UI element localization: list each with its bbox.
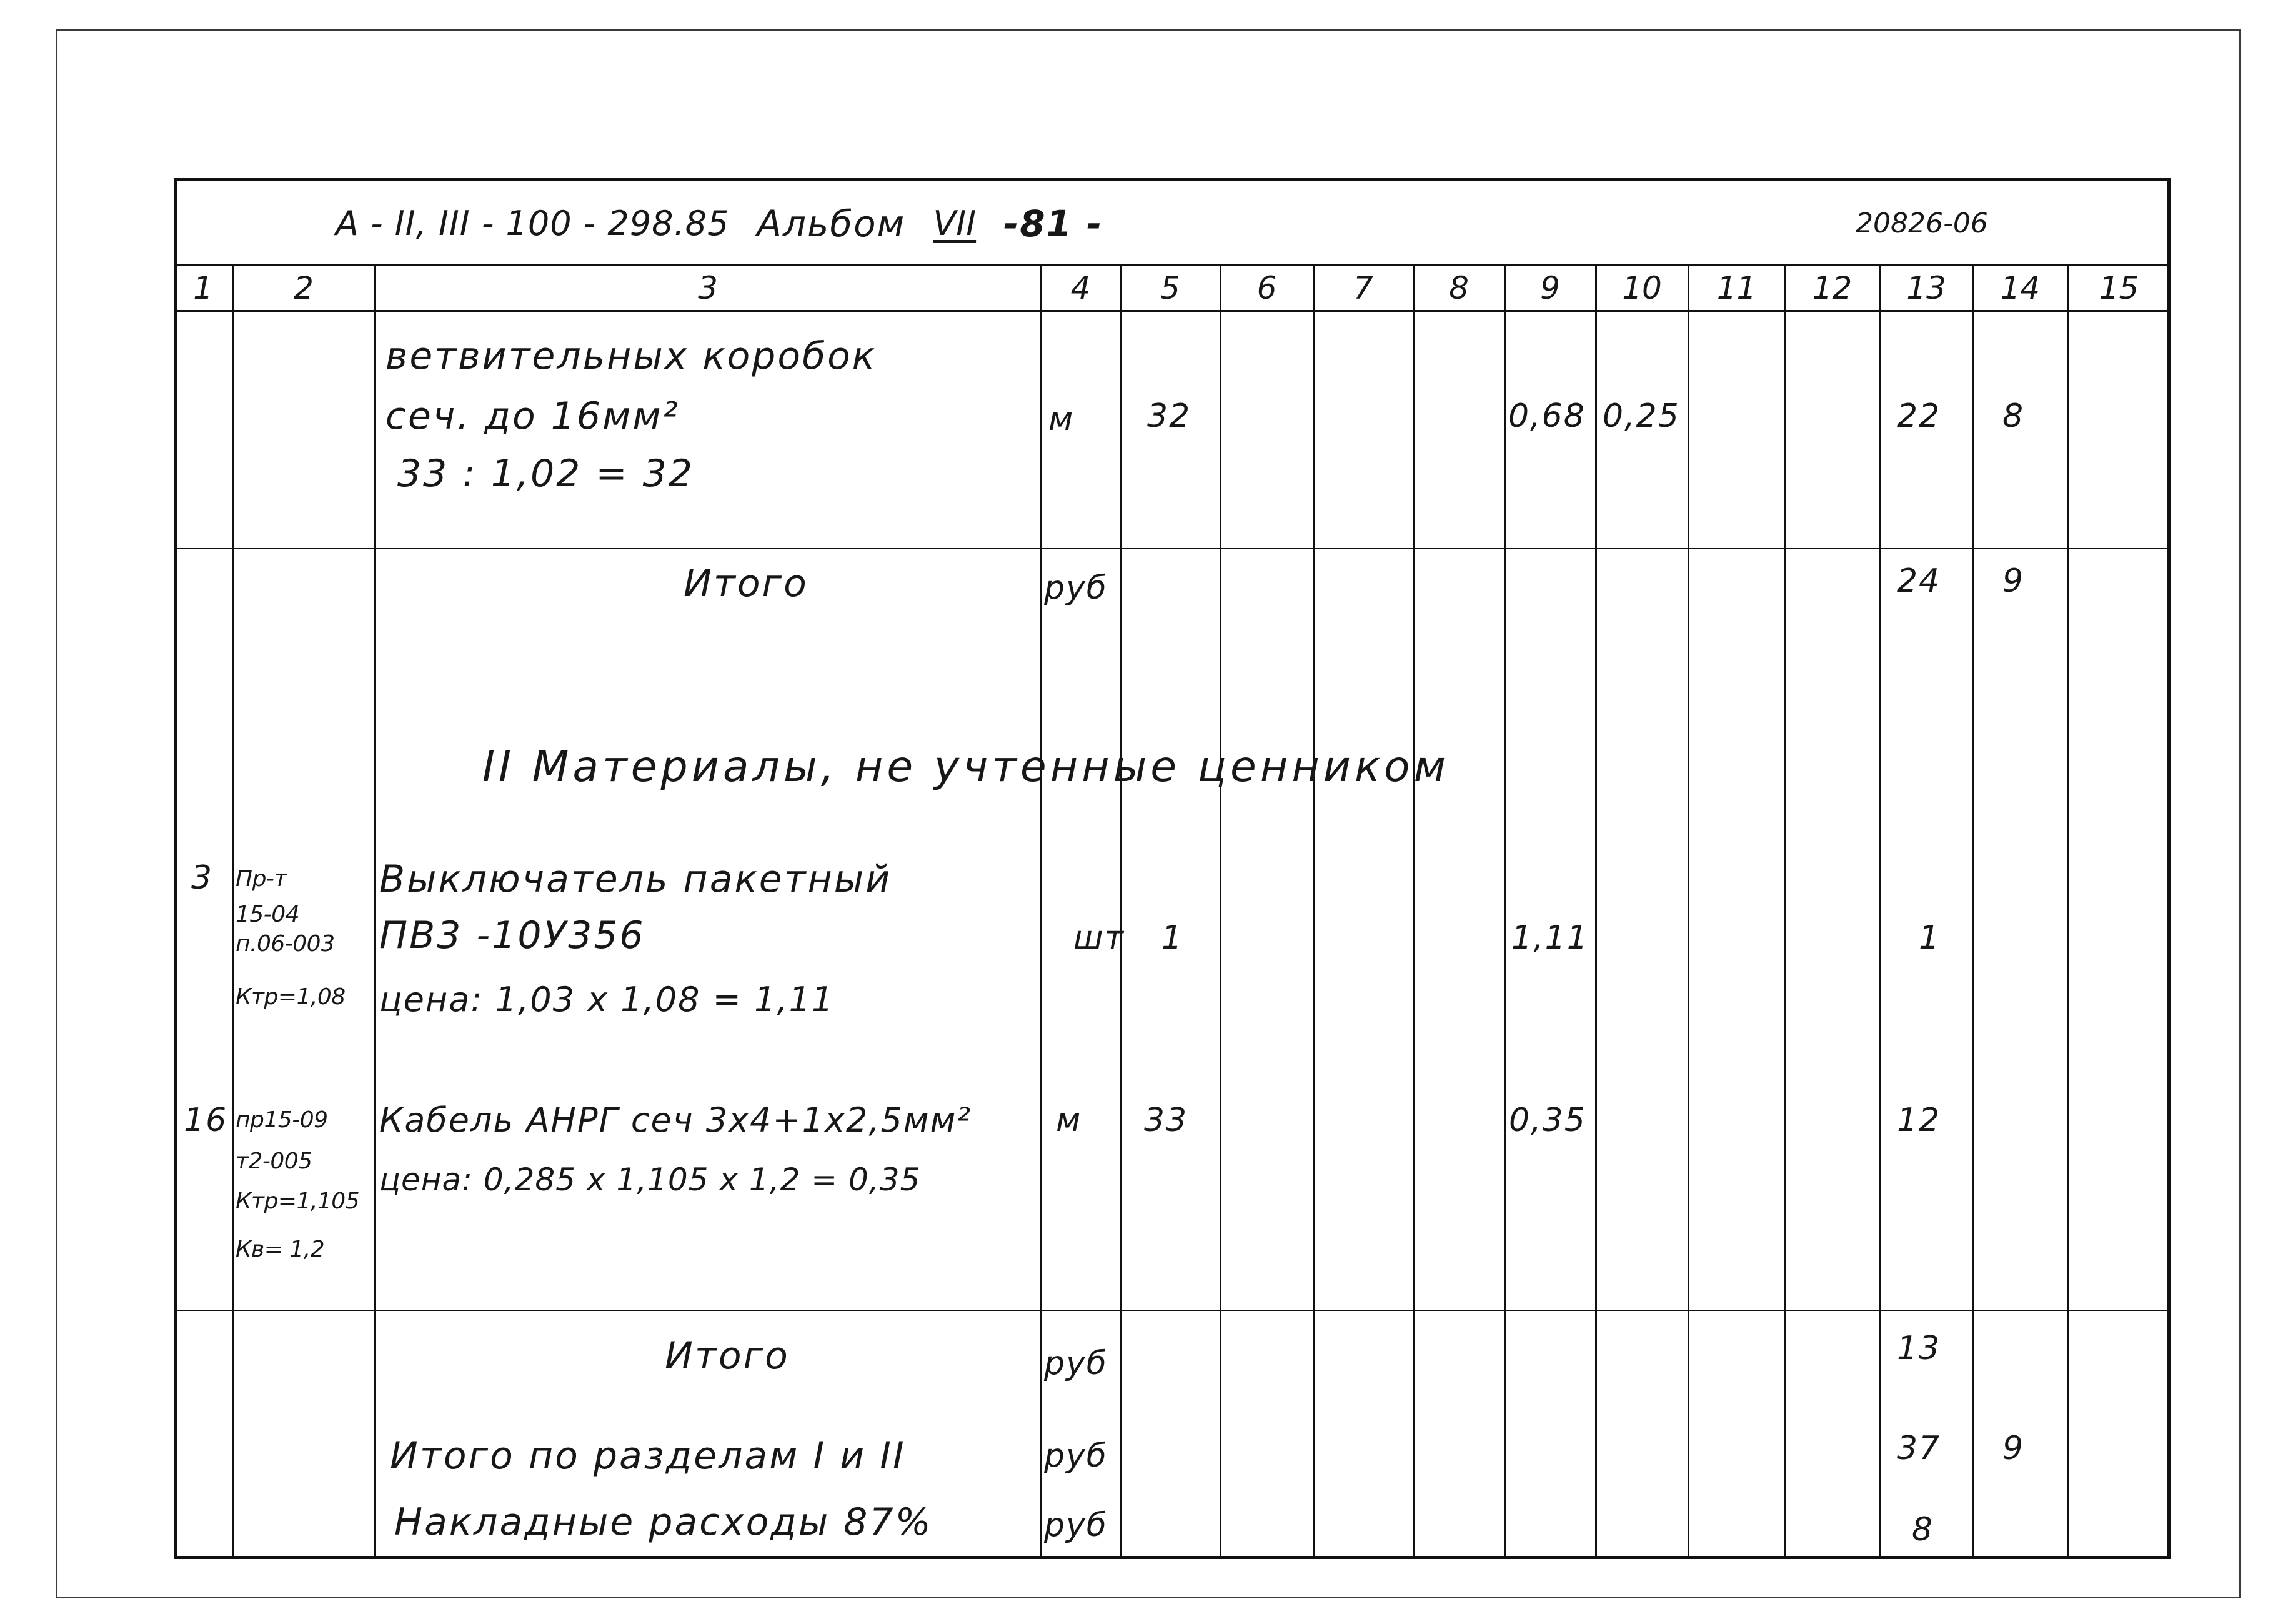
item-ref-line: п.06-003	[236, 931, 335, 957]
item-name-line: сеч. до 16мм²	[385, 394, 680, 438]
item-number: 16	[184, 1102, 228, 1139]
grid-line-horizontal	[174, 548, 2171, 549]
item-ref-line: пр15-09	[236, 1107, 328, 1133]
item-col10: 0,25	[1603, 397, 1680, 435]
total-label: Итого	[684, 562, 808, 605]
item-unit: м	[1056, 1102, 1082, 1139]
column-number: 7	[1353, 269, 1373, 306]
item-col9: 1,11	[1511, 919, 1589, 957]
item-qty: 33	[1144, 1102, 1188, 1139]
column-number: 6	[1256, 269, 1277, 306]
summary-col13: 8	[1912, 1511, 1934, 1548]
grid-line-vertical	[1413, 265, 1415, 1559]
item-ref-line: Ктр=1,08	[236, 984, 346, 1010]
column-number: 11	[1716, 269, 1757, 306]
document-header	[336, 202, 1103, 245]
total-col13: 13	[1897, 1330, 1941, 1367]
item-ref-line: т2-005	[236, 1148, 312, 1174]
grid-line-vertical	[1504, 265, 1506, 1559]
total-col13: 24	[1897, 562, 1941, 600]
item-col13: 12	[1897, 1102, 1941, 1139]
grid-line-vertical	[374, 265, 376, 1559]
column-number: 14	[2000, 269, 2041, 306]
item-col9: 0,35	[1509, 1102, 1586, 1139]
document-number: 20826-06	[1856, 207, 1988, 239]
grid-line-vertical	[232, 265, 234, 1559]
column-number: 8	[1449, 269, 1469, 306]
item-ref-line: Пр-т	[236, 866, 287, 892]
total-unit: руб	[1044, 1345, 1108, 1382]
summary-label: Накладные расходы 87%	[394, 1500, 933, 1544]
column-number: 2	[294, 269, 314, 306]
item-name-line: Кабель АНРГ сеч 3x4+1x2,5мм²	[379, 1100, 972, 1140]
column-number: 12	[1812, 269, 1853, 306]
summary-unit: руб	[1044, 1437, 1108, 1475]
grid-line-horizontal	[174, 1310, 2171, 1311]
grid-line-vertical	[1595, 265, 1597, 1559]
item-col13: 22	[1897, 397, 1941, 435]
item-name-line: цена: 1,03 x 1,08 = 1,11	[379, 980, 835, 1019]
column-number: 5	[1160, 269, 1180, 306]
item-unit: м	[1048, 401, 1075, 438]
item-name-line: цена: 0,285 x 1,105 x 1,2 = 0,35	[379, 1162, 921, 1198]
item-qty: 1	[1161, 919, 1184, 957]
grid-line-vertical	[1120, 265, 1122, 1559]
total-unit: руб	[1044, 569, 1108, 607]
item-qty: 32	[1147, 397, 1191, 435]
page-number: -81 -	[1003, 202, 1103, 245]
grid-line-vertical	[1972, 265, 1974, 1559]
album-label: Альбом	[757, 202, 906, 245]
item-col13: 1	[1919, 919, 1941, 957]
item-name-line: 33 : 1,02 = 32	[397, 452, 695, 496]
item-ref-line: Ктр=1,105	[236, 1188, 360, 1214]
column-number: 1	[193, 269, 213, 306]
item-name-line: Выключатель пакетный	[379, 857, 892, 901]
total-label: Итого	[665, 1334, 790, 1378]
summary-label: Итого по разделам I и II	[390, 1434, 906, 1478]
grid-line-vertical	[1688, 265, 1689, 1559]
grid-line-vertical	[1784, 265, 1786, 1559]
grid-line-vertical	[1040, 265, 1042, 1559]
item-col9: 0,68	[1508, 397, 1586, 435]
item-name-line: ветвительных коробок	[385, 334, 877, 378]
item-ref-line: 15-04	[236, 902, 300, 927]
column-number: 15	[2099, 269, 2139, 306]
column-number: 4	[1070, 269, 1091, 306]
item-col14: 8	[2002, 397, 2025, 435]
grid-line-vertical	[1879, 265, 1881, 1559]
estimate-table	[174, 178, 2171, 1559]
item-name-line: ПВ3 -10У356	[379, 914, 645, 957]
column-number: 9	[1540, 269, 1560, 306]
item-ref-line: Кв= 1,2	[236, 1237, 325, 1262]
grid-line-vertical	[1313, 265, 1315, 1559]
column-number: 10	[1622, 269, 1662, 306]
summary-col13: 37	[1897, 1430, 1941, 1467]
item-unit: шт	[1073, 919, 1125, 957]
grid-line-vertical	[2067, 265, 2069, 1559]
grid-line-vertical	[1220, 265, 1221, 1559]
summary-unit: руб	[1044, 1507, 1108, 1544]
column-number: 13	[1906, 269, 1946, 306]
section-title: II Материалы, не учтенные ценником	[482, 742, 1450, 792]
total-col14: 9	[2002, 562, 2025, 600]
column-number: 3	[698, 269, 718, 306]
item-number: 3	[191, 859, 214, 897]
album-number: VII	[933, 204, 977, 243]
summary-col14: 9	[2002, 1430, 2025, 1467]
document-code: А - II, III - 100 - 298.85	[336, 204, 730, 243]
